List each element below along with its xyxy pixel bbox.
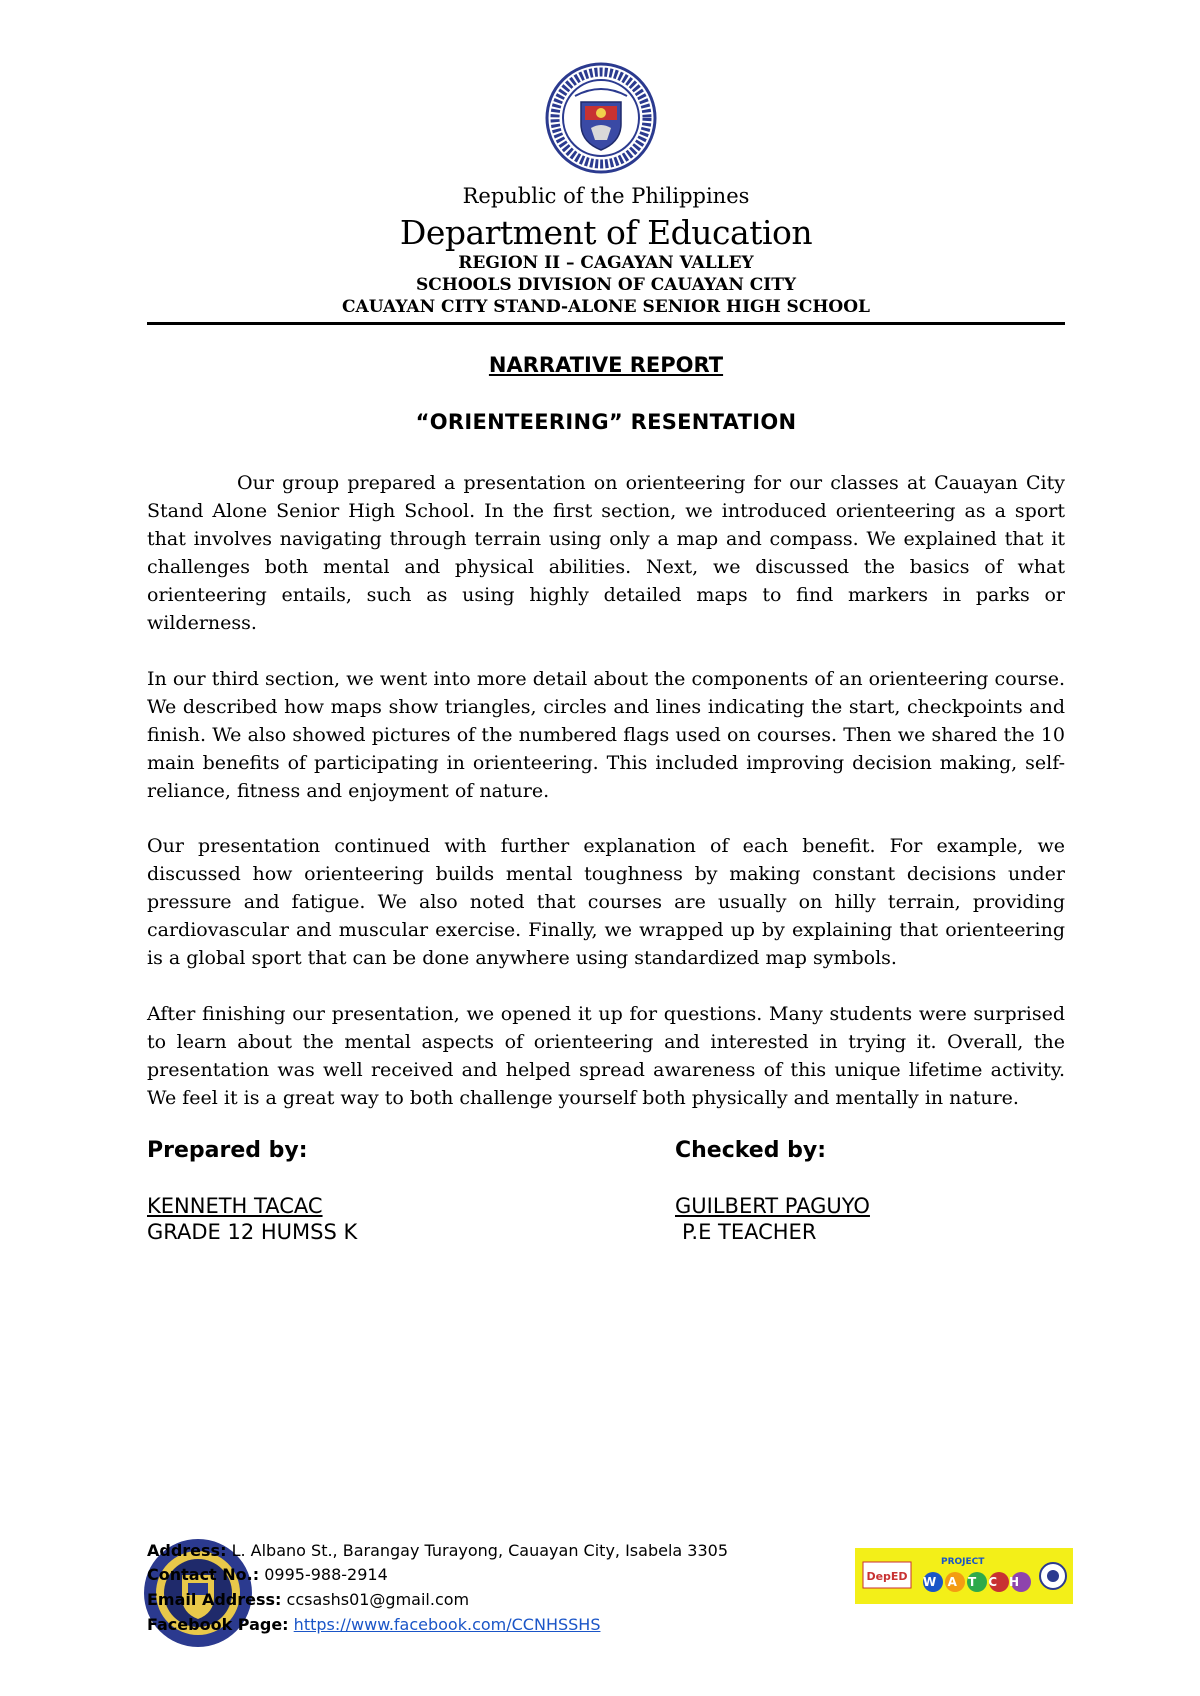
paragraph-text: Our group prepared a presentation on orienteering for our classes at Cauayan City Stand Alone Senior High School. In the first section, we introduced orienteering as a sport that involves navigating through terrain using only a map and compass. We explained that it challenges both mental and physical abilities. Next, we discussed the basics of what orienteering entails, such as using highly detailed maps to find markers in parks or wilderness. [147, 472, 1065, 634]
contact-label: Contact No.: [147, 1565, 260, 1584]
project-text: PROJECT [941, 1557, 985, 1567]
report-title: NARRATIVE REPORT [488, 353, 724, 377]
contact-value: 0995-988-2914 [264, 1565, 388, 1584]
deped-seal-logo [545, 62, 657, 174]
paragraph-text: In our third section, we went into more detail about the components of an orienteering course. We described how maps show triangles, circles and lines indicating the start, checkpoints and finish. We also showed pictures of the numbered flags used on courses. Then we shared the 10 main benefits of participating in orienteering. This included improving decision making, self-reliance, fitness and enjoyment of nature. [147, 668, 1065, 802]
paragraph-text: After finishing our presentation, we opened it up for questions. Many students were surprised to learn about the mental aspects of orienteering and interested in trying it. Overall, the presentation was well received and helped spread awareness of this unique lifetime activity. We feel it is a great way to both challenge yourself both physically and mentally in nature. [147, 1003, 1065, 1109]
preparer-role: GRADE 12 HUMSS K [147, 1220, 358, 1244]
facebook-link[interactable]: https://www.facebook.com/CCNHSSHS [293, 1615, 601, 1634]
paragraph-text: Our presentation continued with further explanation of each benefit. For example, we discussed how orienteering builds mental toughness by making constant decisions under pressure and fatigue. We also noted that courses are usually on hilly terrain, providing cardiovascular and muscular exercise. Finally, we wrapped up by explaining that orienteering is a global sport that can be done anywhere using standardized map symbols. [147, 835, 1065, 969]
school-line: CAUAYAN CITY STAND-ALONE SENIOR HIGH SCHOOL [342, 297, 870, 317]
republic-line: Republic of the Philippines [462, 184, 750, 208]
paragraph-1 [147, 469, 1065, 637]
footer-address [147, 1541, 728, 1560]
report-subtitle: “ORIENTEERING” RESENTATION [415, 410, 797, 434]
division-line: SCHOOLS DIVISION OF CAUAYAN CITY [415, 275, 797, 295]
project-watch-logo [855, 1548, 1073, 1604]
paragraph-3 [147, 832, 1065, 972]
email-value: ccsashs01@gmail.com [286, 1590, 470, 1609]
header-divider [147, 322, 1065, 325]
paragraph-2 [147, 665, 1065, 805]
checked-by-label: Checked by: [675, 1138, 827, 1163]
department-name: Department of Education [399, 213, 813, 252]
prepared-by-label: Prepared by: [147, 1138, 308, 1163]
facebook-label: Facebook Page: [147, 1615, 289, 1634]
footer-facebook [147, 1615, 600, 1634]
footer-contact [147, 1565, 388, 1584]
checker-role: P.E TEACHER [682, 1220, 817, 1244]
watch-text: WATCH [922, 1575, 1032, 1589]
email-label: Email Address: [147, 1590, 282, 1609]
region-line: REGION II – CAGAYAN VALLEY [458, 253, 754, 273]
paragraph-4 [147, 1000, 1065, 1112]
checker-name: GUILBERT PAGUYO [675, 1194, 870, 1218]
address-label: Address: [147, 1541, 227, 1560]
deped-text: DepED [866, 1570, 908, 1583]
preparer-name: KENNETH TACAC [147, 1194, 323, 1218]
address-value: L. Albano St., Barangay Turayong, Cauayan City, Isabela 3305 [231, 1541, 728, 1560]
footer-email [147, 1590, 469, 1609]
